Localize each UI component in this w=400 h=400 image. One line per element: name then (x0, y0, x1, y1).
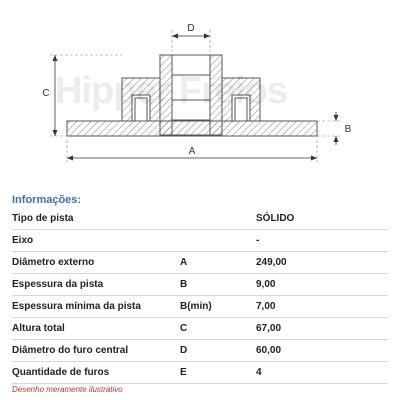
dimension-c-label: C (42, 88, 50, 99)
spec-label: Diâmetro do furo central (12, 340, 180, 362)
dimension-d-label: D (187, 23, 195, 34)
dimension-b-label: B (344, 124, 352, 135)
table-row (12, 340, 388, 362)
spec-label: Diâmetro externo (12, 252, 180, 274)
spec-value: SÓLIDO (256, 208, 388, 230)
watermark-logo: Hipper Freios (55, 70, 287, 112)
dimension-a (67, 146, 317, 161)
spec-value: - (256, 230, 388, 252)
table-row (12, 208, 388, 230)
dimension-a-label: A (188, 146, 196, 157)
table-row (12, 318, 388, 340)
spec-code: A (180, 252, 256, 274)
spec-label: Espessura da pista (12, 274, 180, 296)
spec-code: D (180, 340, 256, 362)
spec-code: B (180, 274, 256, 296)
spec-label: Tipo de pista (12, 208, 180, 230)
spec-label: Altura total (12, 318, 180, 340)
dimension-d (172, 23, 210, 39)
spec-label: Quantidade de furos (12, 362, 180, 384)
spec-value: 67,00 (256, 318, 388, 340)
spec-table (12, 208, 388, 384)
illustrative-footnote: Desenho meramente ilustrativo (12, 385, 123, 394)
spec-code: E (180, 362, 256, 384)
spec-value: 7,00 (256, 296, 388, 318)
table-row (12, 252, 388, 274)
table-row (12, 274, 388, 296)
spec-value: 4 (256, 362, 388, 384)
section-title: Informações: (12, 194, 82, 206)
dimension-b (334, 112, 352, 145)
table-row (12, 230, 388, 252)
spec-code: C (180, 318, 256, 340)
spec-value: 60,00 (256, 340, 388, 362)
disc-technical-drawing (0, 0, 400, 180)
spec-code (180, 208, 256, 230)
spec-code (180, 230, 256, 252)
spec-label: Eixo (12, 230, 180, 252)
table-row (12, 296, 388, 318)
braking-band (67, 121, 317, 136)
spec-value: 9,00 (256, 274, 388, 296)
spec-label: Espessura mínima da pista (12, 296, 180, 318)
table-row (12, 362, 388, 384)
spec-value: 249,00 (256, 252, 388, 274)
spec-code: B(min) (180, 296, 256, 318)
